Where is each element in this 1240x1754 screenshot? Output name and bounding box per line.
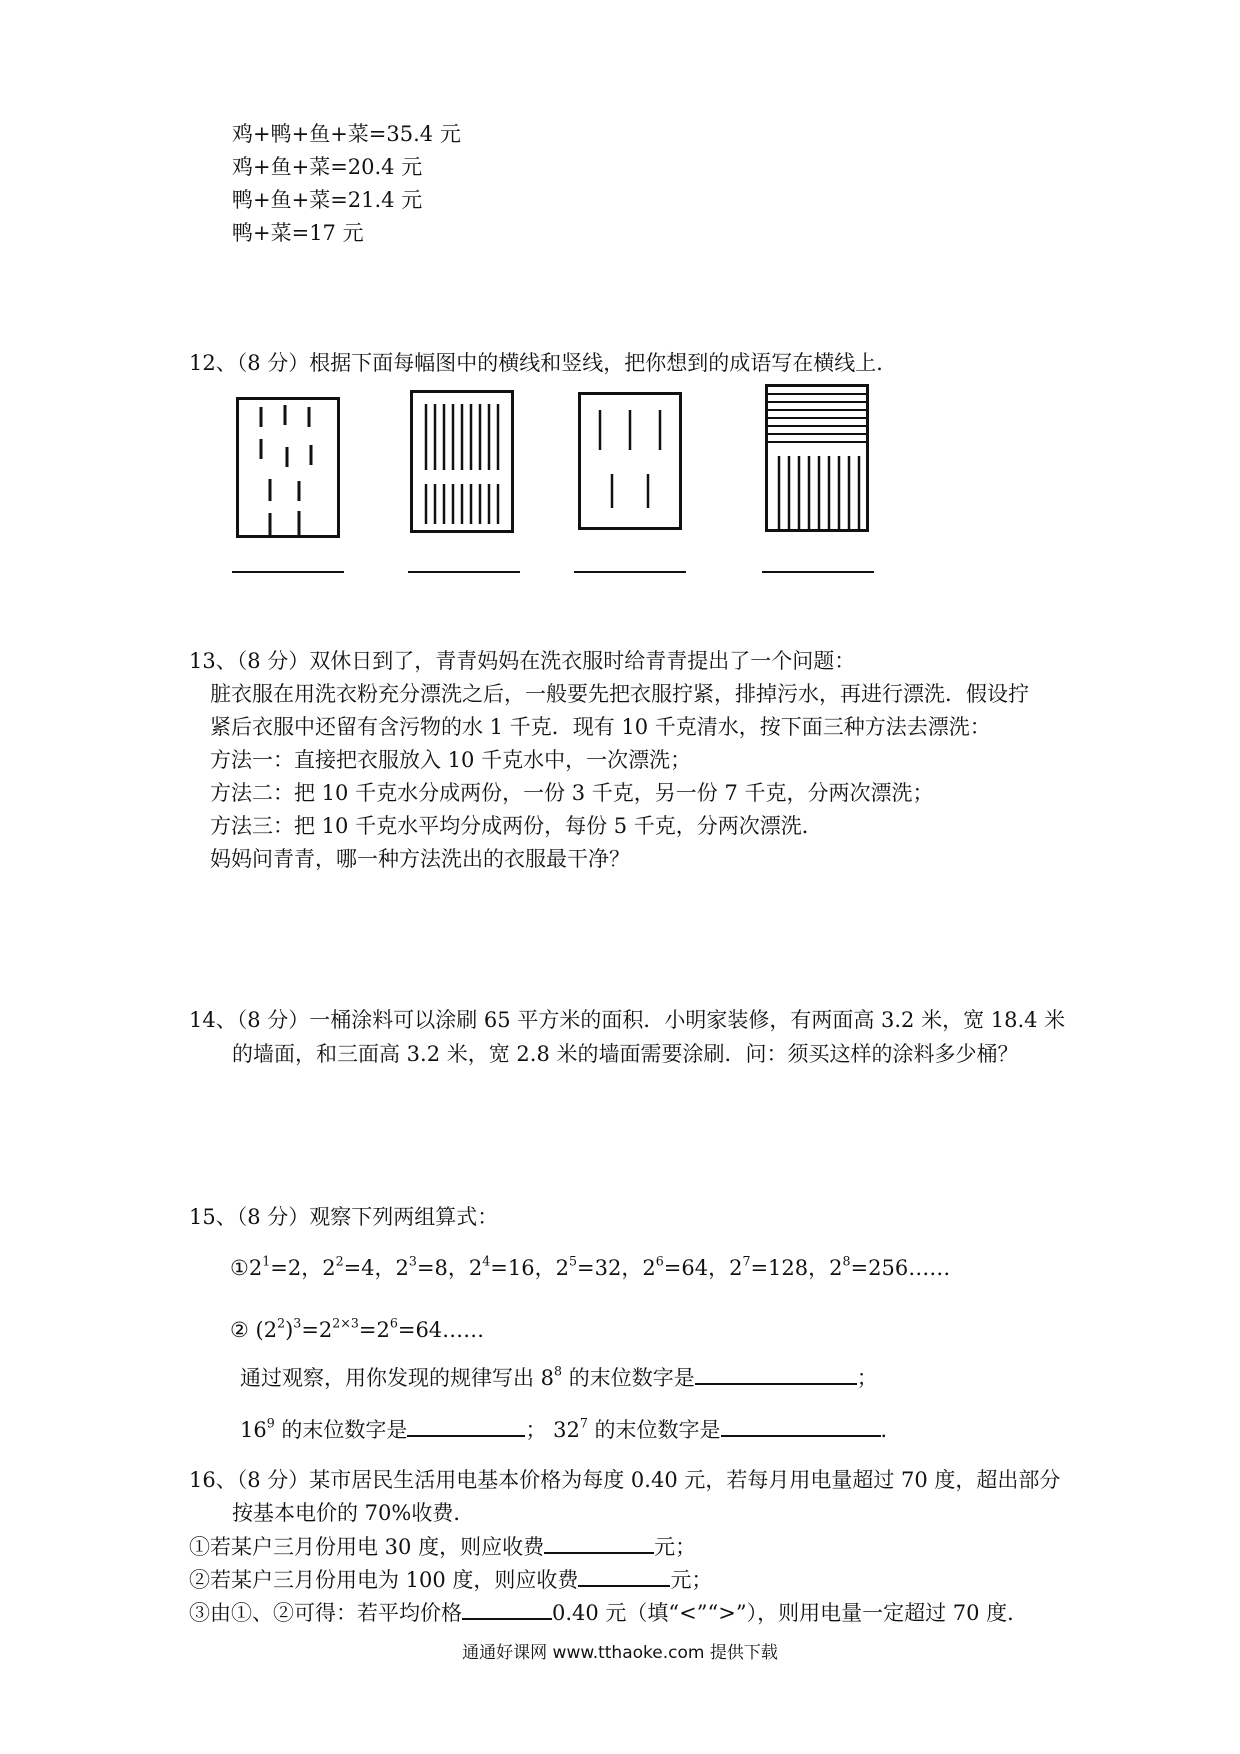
answer-blank-compare[interactable] [462, 1617, 552, 1620]
question-13-line: 妈妈问青青，哪一种方法洗出的衣服最干净？ [210, 847, 630, 871]
power-term: $2^5=32$ [555, 1253, 622, 1280]
power-term: $2^4=16$ [468, 1253, 535, 1280]
question-13-line: 方法三：把 10 千克水平均分成两份，每份 5 千克，分两次漂洗． [210, 814, 823, 838]
power-term: $2^8=256$ [829, 1253, 909, 1280]
answer-blank-16-power[interactable] [407, 1434, 525, 1437]
question-14-line1: 14、（8 分）一桶涂料可以涂刷 65 平方米的面积．小明家装修，有两面高 3.2 米，宽 18.4 米 [189, 1008, 1066, 1032]
power-term: $2^2=4$ [322, 1253, 375, 1280]
question-16-line2: 按基本电价的 70%收费． [232, 1501, 475, 1525]
question-13-title: 13、（8 分）双休日到了，青青妈妈在洗衣服时给青青提出了一个问题： [189, 649, 856, 673]
answer-blank-8-power[interactable] [695, 1382, 857, 1385]
question-12-text: 12、（8 分）根据下面每幅图中的横线和竖线，把你想到的成语写在横线上． [189, 351, 898, 375]
question-14-line2: 的墙面，和三面高 3.2 米，宽 2.8 米的墙面需要涂刷．问：须买这样的涂料多少桶？ [232, 1042, 1019, 1066]
idiom-figure-2 [410, 390, 514, 533]
idiom-figure-3 [578, 392, 682, 530]
idiom-figure-1 [236, 397, 340, 538]
answer-line-2[interactable] [408, 571, 520, 573]
equation-line: 鸭+鱼+菜=21.4 元 [232, 188, 423, 212]
question-16-part-b: ②若某户三月份用电为 100 度，则应收费 元； [189, 1568, 713, 1592]
question-16-line1: 16、（8 分）某市居民生活用电基本价格为每度 0.40 元，若每月用电量超过 70 度，超出部分 [189, 1468, 1061, 1492]
answer-line-1[interactable] [232, 571, 344, 573]
power-term: $2^1=2$ [248, 1253, 302, 1280]
idiom-figure-4 [765, 384, 869, 532]
power-sequence-1: $①2^1=2$，$2^2=4$，$2^3=8$，$2^4=16$，$2^5=32$，$2^6=64$，$2^7=128$，$2^8=256\dots\dots$ [230, 1253, 951, 1280]
equation-line: 鸡+鱼+菜=20.4 元 [232, 155, 423, 179]
power-sequence-2: ② $(2^2)^3=2^{2\times 3}=2^6=64\dots\dots$ [230, 1315, 485, 1342]
question-16-part-a: ①若某户三月份用电 30 度，则应收费 元； [189, 1535, 697, 1559]
question-13-line: 方法二：把 10 千克水分成两份，一份 3 千克，另一份 7 千克，分两次漂洗； [210, 781, 934, 805]
power-term: $2^7=128$ [729, 1253, 809, 1280]
question-15-part1: 通过观察，用你发现的规律写出 $8^8$ 的末位数字是 ； [240, 1363, 878, 1390]
answer-blank-32-power[interactable] [721, 1434, 881, 1437]
answer-blank-fee-100[interactable] [578, 1584, 670, 1587]
question-13-line: 紧后衣服中还留有含污物的水 1 千克．现有 10 千克清水，按下面三种方法去漂洗： [210, 715, 991, 739]
equation-line: 鸡+鸭+鱼+菜=35.4 元 [232, 122, 461, 146]
question-15-title: 15、（8 分）观察下列两组算式： [189, 1205, 499, 1229]
page-footer: 通通好课网 www.tthaoke.com 提供下载 [462, 1643, 778, 1663]
power-term: $2^3=8$ [395, 1253, 448, 1280]
question-13-line: 方法一：直接把衣服放入 10 千克水中，一次漂洗； [210, 748, 692, 772]
question-15-part2: $16^9$ 的末位数字是 ； $32^7$ 的末位数字是 ． [240, 1415, 902, 1442]
equation-line: 鸭+菜=17 元 [232, 221, 364, 245]
answer-line-3[interactable] [574, 571, 686, 573]
answer-blank-fee-30[interactable] [544, 1551, 654, 1554]
power-term: $2^6=64$ [642, 1253, 709, 1280]
answer-line-4[interactable] [762, 571, 874, 573]
question-16-part-c: ③由①、②可得：若平均价格 0.40 元（填“<”“>”），则用电量一定超过 70 度． [189, 1601, 1029, 1625]
question-13-line: 脏衣服在用洗衣粉充分漂洗之后，一般要先把衣服拧紧，排掉污水，再进行漂洗．假设拧 [210, 682, 1029, 706]
